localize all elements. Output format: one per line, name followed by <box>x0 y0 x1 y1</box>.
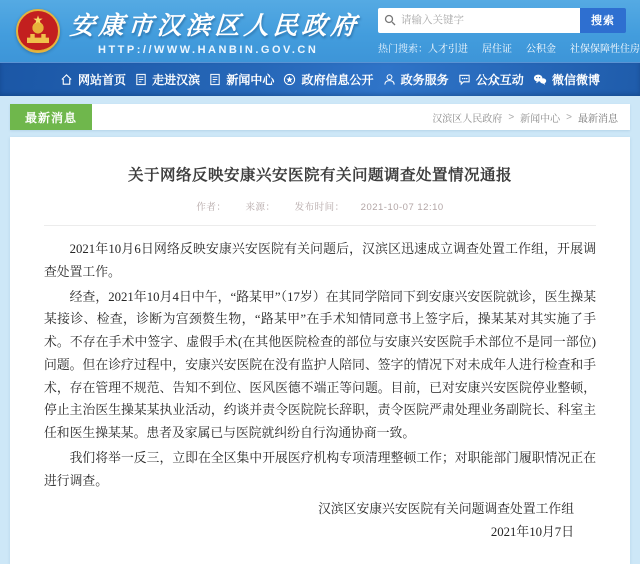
tab-latest-news[interactable]: 最新消息 <box>10 104 92 130</box>
nav-item-about[interactable] <box>135 71 200 88</box>
hot-search-term[interactable]: 社保保障性住房 <box>570 43 640 55</box>
article-body <box>44 238 596 544</box>
breadcrumb-item-current: 最新消息 <box>578 113 618 125</box>
breadcrumb-separator: > <box>566 111 572 123</box>
nav-item-label: 新闻中心 <box>226 73 275 87</box>
meta-time-label: 发布时间： <box>294 202 345 213</box>
site-header <box>0 0 640 62</box>
chat-bubble-icon <box>458 73 471 86</box>
meta-time-value: 2021-10-07 12:10 <box>360 202 444 213</box>
nav-item-news[interactable] <box>209 71 274 88</box>
breadcrumb-item-news-center[interactable]: 新闻中心 <box>520 113 561 125</box>
nav-item-services[interactable] <box>383 71 449 88</box>
site-title: 安康市汉滨区人民政府 <box>68 11 361 40</box>
nav-item-label: 政务服务 <box>400 73 449 87</box>
hot-search-label: 热门搜索： <box>378 43 428 55</box>
search-icon <box>384 14 396 26</box>
hot-search-term[interactable]: 居住证 <box>482 43 512 55</box>
nav-item-home[interactable] <box>60 71 126 88</box>
nav-item-label: 政府信息公开 <box>301 73 374 87</box>
meta-divider <box>44 225 596 226</box>
hot-search-term[interactable]: 公积金 <box>526 43 556 55</box>
hot-search-term[interactable]: 人才引进 <box>428 43 468 55</box>
document-icon <box>209 73 221 86</box>
article-container <box>10 137 630 564</box>
national-emblem-icon <box>16 9 60 53</box>
search-area <box>378 8 640 55</box>
nav-item-label: 公众互动 <box>475 73 524 87</box>
site-logo[interactable] <box>16 6 360 56</box>
article-meta <box>44 199 596 213</box>
nav-item-info-disclosure[interactable] <box>283 71 373 88</box>
search-button[interactable]: 搜索 <box>580 8 626 33</box>
nav-item-interaction[interactable] <box>458 71 524 88</box>
site-url: HTTP://WWW.HANBIN.GOV.CN <box>98 44 319 56</box>
meta-author-label: 作者： <box>196 202 227 213</box>
hot-search-row <box>378 40 640 55</box>
breadcrumb-separator: > <box>508 111 515 123</box>
nav-item-label: 微信微博 <box>551 73 600 87</box>
nav-item-label: 网站首页 <box>78 73 127 87</box>
search-box <box>378 8 580 33</box>
meta-source-label: 来源： <box>245 202 276 213</box>
search-input[interactable] <box>401 14 574 26</box>
person-icon <box>383 73 396 86</box>
nav-item-label: 走进汉滨 <box>152 73 201 87</box>
breadcrumb <box>432 110 630 125</box>
breadcrumb-bar <box>10 104 630 130</box>
breadcrumb-item-home[interactable]: 汉滨区人民政府 <box>432 113 503 125</box>
article-paragraph: 经查，2021年10月4日中午，“路某甲”（17岁）在其同学陪同下到安康兴安医院就诊，医生操某某接诊、检查，诊断为宫颈赘生物，“路某甲”在手术知情同意书上签字后，操某某对其实施了手术。不存在手术中签字、虚假手术(在其他医院检查的部位与安康兴安医院手术部位不是同一部位)问题。但在诊疗过程中，安康兴安医院在没有监护人陪同、签字的情况下对未成年人进行检查和手术，存在管理不规范、告知不到位、医风医德不端正等问题。目前，已对安康兴安医院停业整顿，停止主治医生操某某执业活动，约谈并责令医院院长辞职，责令医院严肃处理业务副院长、科室主任和医生操某某。患者及家属已与医院就纠纷自行沟通协商一致。 <box>44 289 596 441</box>
article-paragraph: 我们将举一反三，立即在全区集中开展医疗机构专项清理整顿工作；对职能部门履职情况正在进行调查。 <box>44 450 596 488</box>
article-signature <box>44 498 596 544</box>
info-circle-icon <box>283 73 296 86</box>
signature-date: 2021年10月7日 <box>490 525 574 540</box>
wechat-weibo-icon <box>533 73 547 86</box>
signature-org: 汉滨区安康兴安医院有关问题调查处置工作组 <box>318 502 574 517</box>
nav-item-social[interactable] <box>533 71 600 88</box>
home-icon <box>60 73 73 86</box>
main-nav <box>0 62 640 96</box>
article-paragraph: 2021年10月6日网络反映安康兴安医院有关问题后，汉滨区迅速成立调查处置工作组，开展调查处置工作。 <box>44 242 596 279</box>
document-icon <box>135 73 147 86</box>
article-title: 关于网络反映安康兴安医院有关问题调查处置情况通报 <box>127 167 512 184</box>
